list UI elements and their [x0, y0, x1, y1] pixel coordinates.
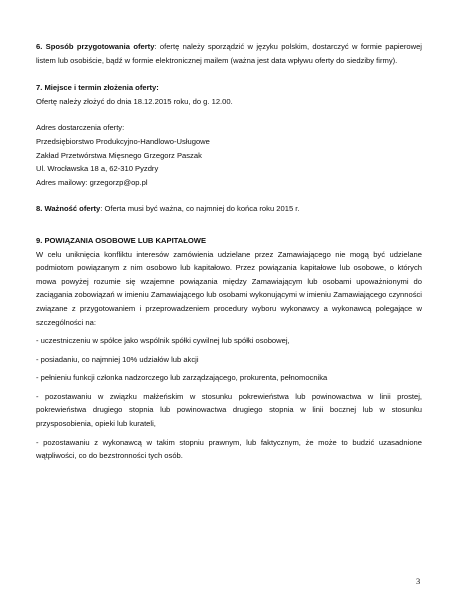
- list-item: - pełnieniu funkcji członka nadzorczego lub zarządzającego, prokurenta, pełnomocnika: [36, 373, 328, 383]
- section-7: [36, 81, 422, 108]
- address-line-1: Przedsiębiorstwo Produkcyjno-Handlowo-Usługowe: [36, 136, 210, 146]
- delivery-address: [36, 121, 422, 189]
- section-9-title: 9. POWIĄZANIA OSOBOWE LUB KAPITAŁOWE: [36, 235, 207, 245]
- section-8-text: : Oferta musi być ważna, co najmniej do końca roku 2015 r.: [100, 204, 300, 214]
- section-9: [36, 234, 422, 463]
- list-item: - pozostawaniu w związku małżeńskim w stosunku pokrewieństwa lub powinowactwa w linii prostej, pokrewieństwa drugiego stopnia lub powinowactwa drugiego stopnia w linii bocznej lub w stosunku przysposobienia, opieki lub kurateli,: [36, 391, 422, 429]
- section-6-text: : ofertę należy sporządzić w języku polskim, dostarczyć w formie papierowej listem lub osobiście, bądź w formie elektronicznej mailem (ważna jest data wpływu oferty do siedziby firmy).: [36, 42, 422, 65]
- list-item: - pozostawaniu z wykonawcą w takim stopniu prawnym, lub faktycznym, że może to budzić uzasadnione wątpliwości, co do bezstronności tych osób.: [36, 437, 422, 461]
- page-number: 3: [416, 576, 421, 586]
- address-label: Adres dostarczenia oferty:: [36, 123, 125, 133]
- section-8-title: 8. Ważność oferty: [36, 204, 101, 214]
- section-9-intro: W celu uniknięcia konfliktu interesów zamówienia udzielane przez Zamawiającego nie mogą być udzielane podmiotom powiązanym z nim osobowo lub kapitałowo. Przez powiązania kapitałowe lub osobowe, o których mowa powyżej rozumie się wzajemne powiązania między Zamawiającym lub osobami upoważnionymi do zaciągania zobowiązań w imieniu Zamawiającego lub osobami wykonującymi w imieniu Zamawiającego czynności związane z przygotowaniem i przeprowadzeniem procedury wyboru wykonawcy a wykonawcą polegające w szczególności na:: [36, 249, 422, 327]
- section-7-title-colon: :: [156, 83, 159, 93]
- section-7-text: Ofertę należy złożyć do dnia 18.12.2015 roku, do g. 12.00.: [36, 96, 233, 106]
- address-line-3: Ul. Wrocławska 18 a, 62-310 Pyzdry: [36, 164, 159, 174]
- page-content: [36, 40, 422, 463]
- list-item: - posiadaniu, co najmniej 10% udziałów lub akcji: [36, 354, 199, 364]
- section-7-title: 7. Miejsce i termin złożenia oferty: [36, 83, 157, 93]
- list-item: - uczestniczeniu w spółce jako wspólnik spółki cywilnej lub spółki osobowej,: [36, 336, 290, 346]
- section-6-title: 6. Sposób przygotowania oferty: [36, 42, 155, 51]
- section-6: [36, 40, 422, 67]
- address-line-2: Zakład Przetwórstwa Mięsnego Grzegorz Paszak: [36, 150, 202, 160]
- section-8: [36, 202, 422, 216]
- address-line-4: Adres mailowy: grzegorzp@op.pl: [36, 177, 148, 187]
